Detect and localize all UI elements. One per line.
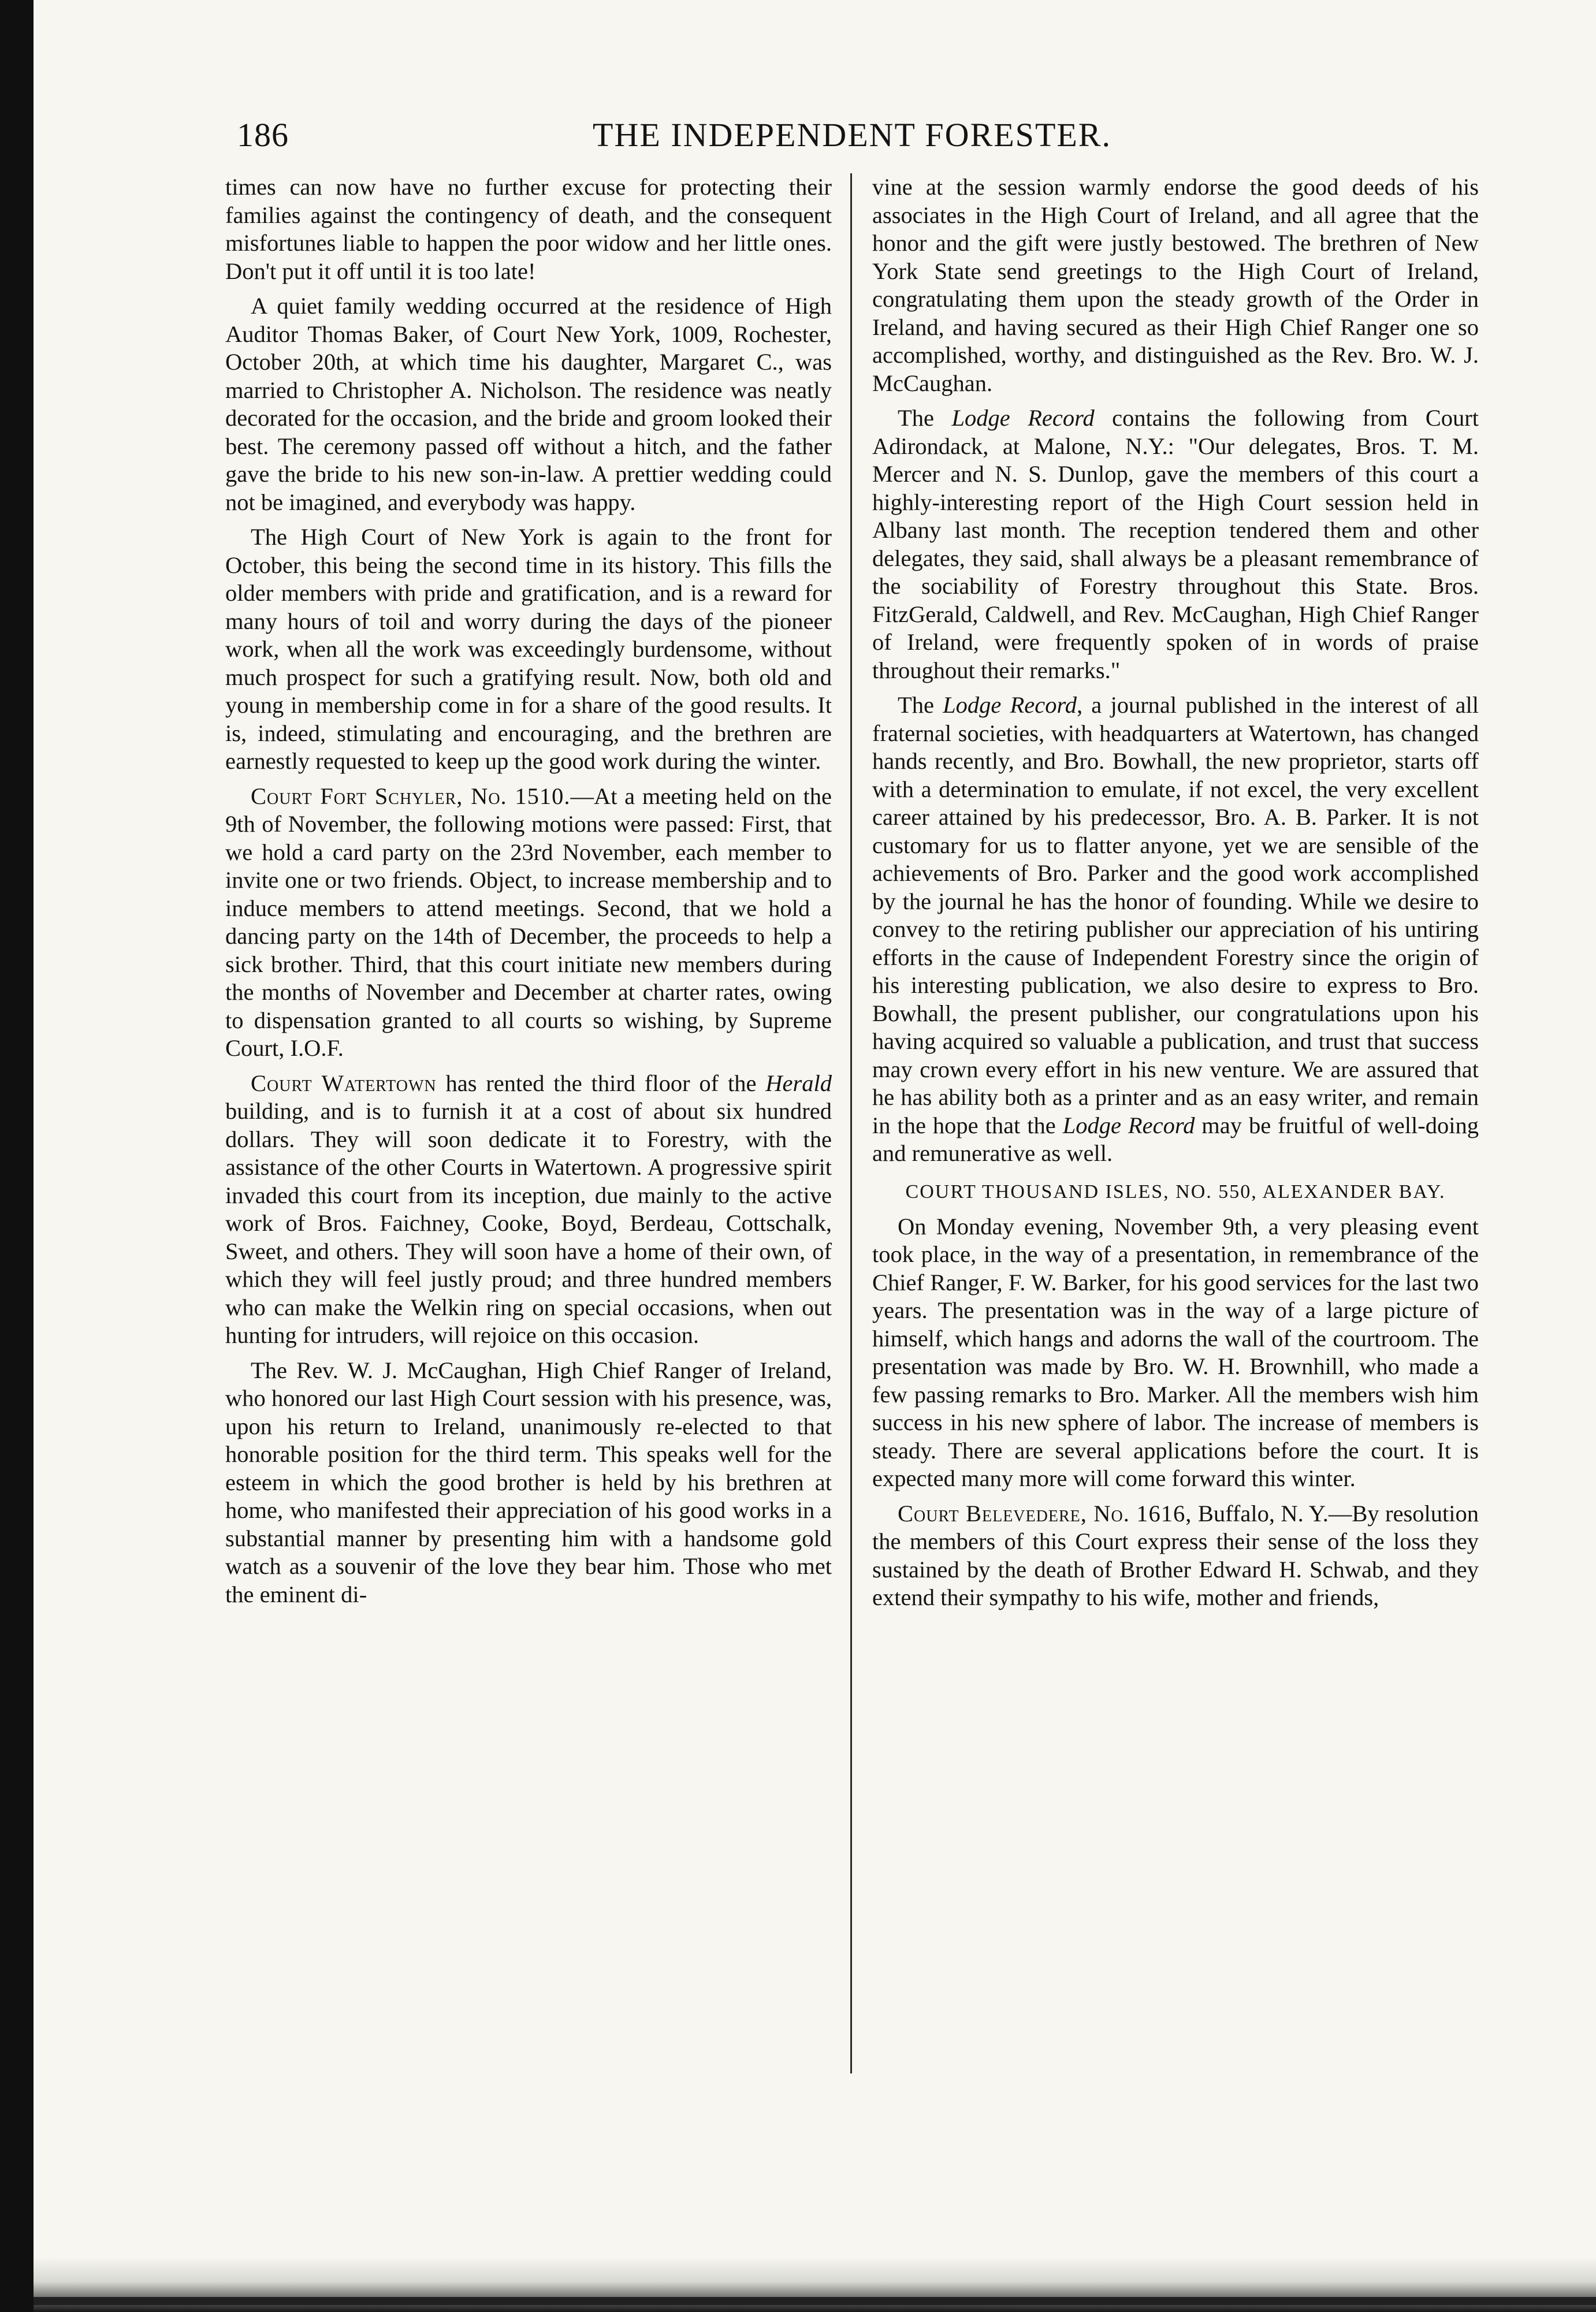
section-subheading: COURT THOUSAND ISLES, NO. 550, ALEXANDER BAY.	[905, 1181, 1446, 1202]
journal-title: Lodge Record	[943, 692, 1077, 718]
paragraph-text: Buffalo, N. Y.—By resolution the members of this Court express their sense of the loss they sustained by the death of Brother Edward H. Schwab, and they extend their sympathy to his wife, mother and friends,	[872, 1500, 1479, 1610]
paragraph	[225, 783, 832, 1063]
paragraph: vine at the session warmly endorse the good deeds of his associates in the High Court of Ireland, and all agree that the honor and the gift were justly bestowed. The brethren of New York State send greetings to the High Court of Ireland, congratulating them upon the steady growth of the Order in Ireland, and having secured as their High Chief Ranger one so accomplished, worthy, and distinguished as the Rev. Bro. W. J. McCaughan.	[872, 174, 1479, 396]
paragraph: On Monday evening, November 9th, a very pleasing event took place, in the way of a presentation, in remembrance of the Chief Ranger, F. W. Barker, for his good services for the last two years. The presentation was in the way of a large picture of himself, which hangs and adorns the wall of the courtroom. The presentation was made by Bro. W. H. Brownhill, who made a few passing remarks to Bro. Marker. All the members wish him success in his new sphere of labor. The increase of members is steady. There are several applications before the court. It is expected many more will come forward this winter.	[872, 1213, 1479, 1491]
paragraph: The Rev. W. J. McCaughan, High Chief Ranger of Ireland, who honored our last High Court session with his presence, was, upon his return to Ireland, unanimously re-elected to that honorable position for the third term. This speaks well for the esteem in which the good brother is held by his brethren at home, who manifested their appreciation of his good works in a substantial manner by presenting him with a handsome gold watch as a souvenir of the love they bear him. Those who met the eminent di-	[225, 1357, 832, 1607]
journal-title: Lodge Record	[1062, 1112, 1195, 1138]
article-columns	[225, 173, 1479, 1619]
paragraph: A quiet family wedding occurred at the residence of High Auditor Thomas Baker, of Court New York, 1009, Rochester, October 20th, at which time his daughter, Margaret C., was married to Christopher A. Nicholson. The residence was neatly decorated for the occasion, and the bride and groom looked their best. The ceremony passed off without a hitch, and the father gave the bride to his new son-in-law. A prettier wedding could not be imagined, and everybody was happy.	[225, 293, 832, 515]
paragraph-text: The	[898, 692, 943, 718]
running-head: THE INDEPENDENT FORESTER.	[593, 116, 1111, 154]
journal-title: Lodge Record	[951, 405, 1095, 431]
newspaper-title: Herald	[765, 1070, 832, 1096]
paragraph-text: contains the following from Court Adirondack, at Malone, N.Y.: "Our delegates, Bros. T. M. Mercer and N. S. Dunlop, gave the members of this court a highly-interesting report of the High Court session held in Albany last month. The reception tendered them and other delegates, they said, shall always be a pleasant remembrance of the sociability of Forestry throughout this State. Bros. FitzGerald, Caldwell, and Rev. McCaughan, High Chief Ranger of Ireland, were frequently spoken of in words of praise throughout their remarks."	[872, 405, 1479, 683]
scan-border-bottom-line	[34, 2297, 1596, 2305]
paragraph-text: —At a meeting held on the 9th of November, the following motions were passed: First, that we hold a card party on the 23rd November, each member to invite one or two friends. Object, to increase membership and to induce members to attend meetings. Second, that we hold a dancing party on the 14th of December, the proceeds to help a sick brother. Third, that this court initiate new members during the months of November and December at charter rates, owing to dispensation granted to all courts so wishing, by Supreme Court, I.O.F.	[225, 783, 832, 1061]
paragraph-text: The	[898, 405, 952, 431]
paragraph-text: may be fruitful of well-doing and remunerative as well.	[872, 1112, 1479, 1166]
court-heading: Court Fort Schyler, No. 1510.	[251, 783, 571, 809]
paragraph-text: has rented the third floor of the	[436, 1070, 766, 1096]
paragraph: times can now have no further excuse for protecting their families against the contingency of death, and the consequent misfortunes liable to happen the poor widow and her little ones. Don't put it off until it is too late!	[225, 174, 832, 284]
court-heading: Court Watertown	[251, 1070, 437, 1096]
page-header	[225, 116, 1479, 162]
page-number: 186	[237, 116, 289, 154]
paragraph	[225, 1070, 832, 1350]
paragraph: The High Court of New York is again to the front for October, this being the second time in its history. This fills the older members with pride and gratification, and is a reward for many hours of toil and worry during the days of the pioneer work, when all the work was exceedingly burdensome, without much prospect for such a gratifying result. Now, both old and young in membership come in for a share of the good results. It is, indeed, stimulating and encouraging, and the brethren are earnestly requested to keep up the good work during the winter.	[225, 524, 832, 774]
paragraph-text: , a journal published in the interest of all fraternal societies, with headquarters at Watertown, has changed hands recently, and Bro. Bowhall, the new proprietor, starts off with a determination to emulate, if not excel, the very excellent career attained by his predecessor, Bro. A. B. Parker. It is not customary for us to flatter anyone, yet we are sensible of the achievements of Bro. Parker and the good work accomplished by the journal he has the honor of founding. While we desire to convey to the retiring publisher our appreciation of his untiring efforts in the cause of Independent Forestry since the origin of his interesting publication, we also desire to express to Bro. Bowhall, the present publisher, our congratulations upon his having acquired so valuable a publication, and trust that success may crown every effort in his new venture. We are assured that he has ability both as a printer and as an easy writer, and remain in the hope that the	[872, 692, 1479, 1138]
paragraph	[872, 691, 1479, 1168]
paragraph	[872, 404, 1479, 684]
scan-border-left	[0, 0, 34, 2312]
left-column	[225, 173, 832, 1619]
right-column	[872, 173, 1479, 1619]
paragraph-text: building, and is to furnish it at a cost of about six hundred dollars. They will soon dedicate it to Forestry, with the assistance of the other Courts in Watertown. A progressive spirit invaded this court from its inception, due mainly to the active work of Bros. Faichney, Cooke, Boyd, Berdeau, Cottschalk, Sweet, and others. They will soon have a home of their own, of which they will feel justly proud; and three hundred members who can make the Welkin ring on special occasions, when out hunting for intruders, will rejoice on this occasion.	[225, 1098, 832, 1348]
court-heading: Court Belevedere, No. 1616,	[898, 1500, 1192, 1527]
page	[225, 116, 1479, 1610]
paragraph	[872, 1500, 1479, 1612]
